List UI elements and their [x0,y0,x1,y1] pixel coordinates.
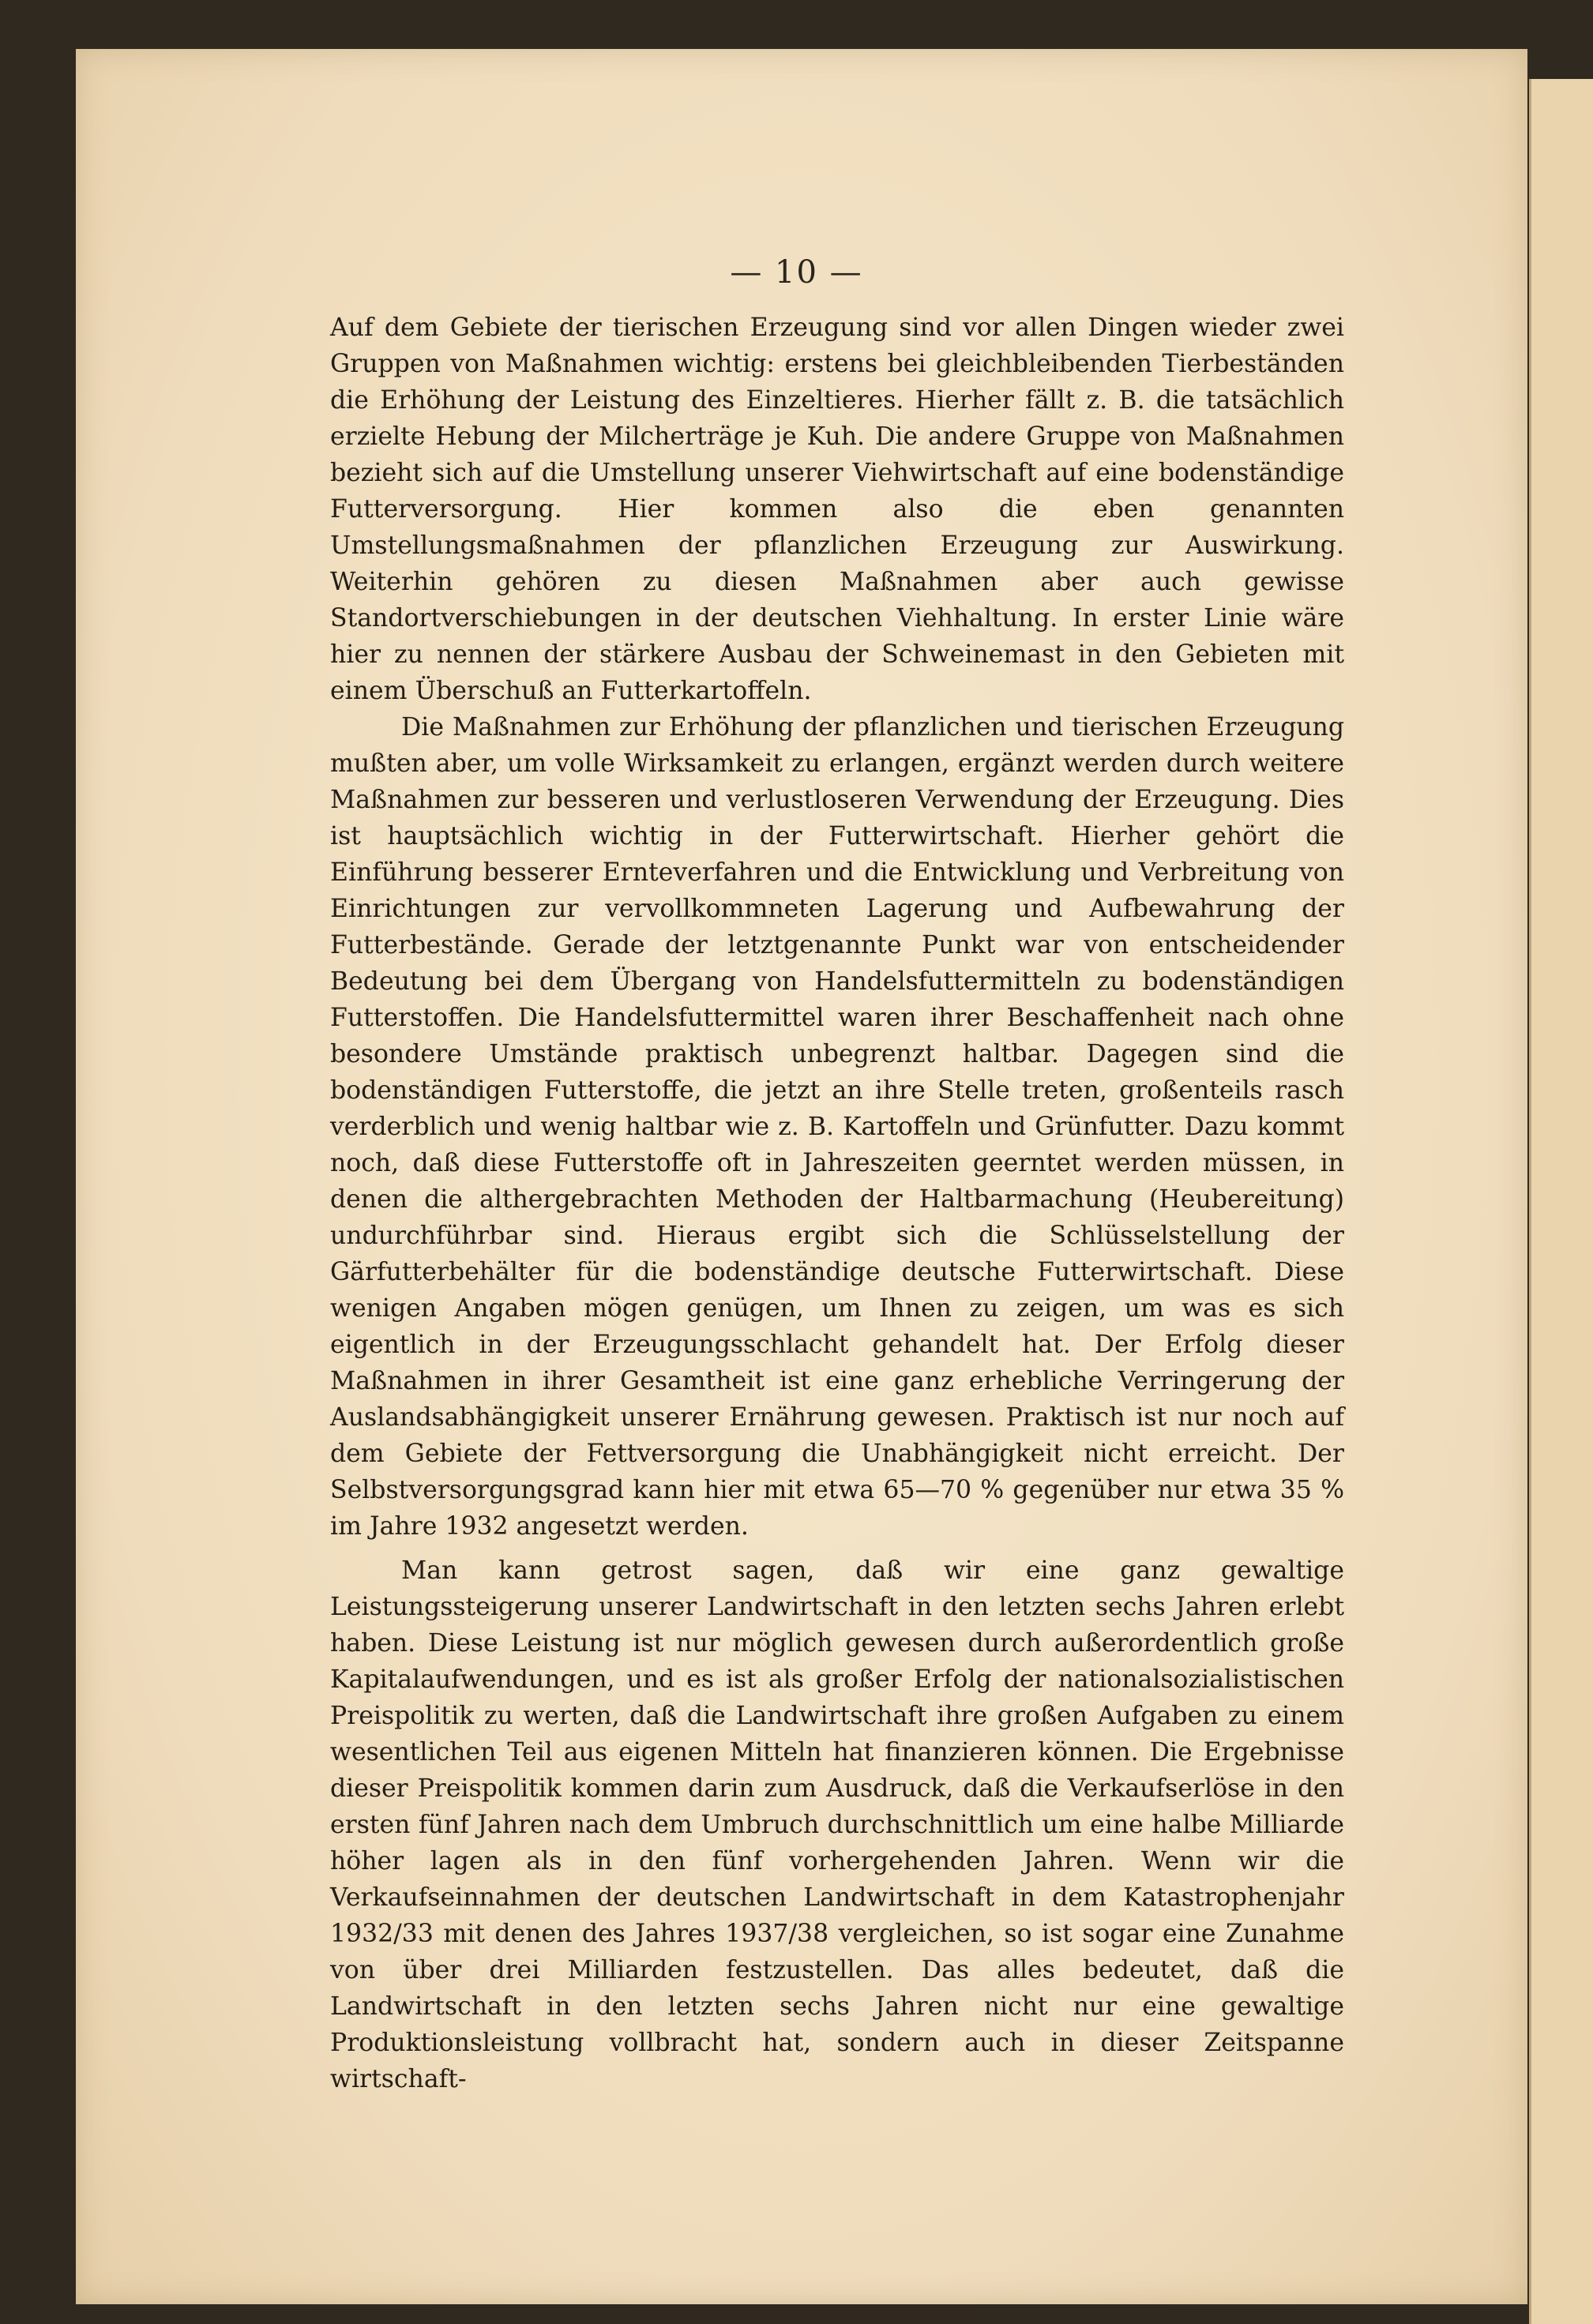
adjacent-page-edge [1529,79,1593,2324]
body-text [330,310,1344,2097]
paragraph-1: Auf dem Gebiete der tierischen Erzeugung sind vor allen Dingen wieder zwei Gruppen von Maßnahmen wichtig: erstens bei gleichbleibenden Tierbeständen die Erhöhung der Leistung des Einzeltieres. Hierher fällt z. B. die tatsächlich erzielte Hebung der Milcherträge je Kuh. Die andere Gruppe von Maßnahmen bezieht sich auf die Umstellung unserer Viehwirtschaft auf eine bodenständige Futterversorgung. Hier kommen also die eben genannten Umstellungsmaßnahmen der pflanzlichen Erzeugung zur Auswirkung. Weiterhin gehören zu diesen Maßnahmen aber auch gewisse Standortverschiebungen in der deutschen Viehhaltung. In erster Linie wäre hier zu nennen der stärkere Ausbau der Schweinemast in den Gebieten mit einem Überschuß an Futterkartoffeln. [330,313,1344,705]
page-number: — 10 — [730,254,863,291]
paragraph-2: Die Maßnahmen zur Erhöhung der pflanzlichen und tierischen Erzeugung mußten aber, um volle Wirksamkeit zu erlangen, ergänzt werden durch weitere Maßnahmen zur besseren und verlustloseren Verwendung der Erzeugung. Dies ist hauptsächlich wichtig in der Futterwirtschaft. Hierher gehört die Einführung besserer Ernteverfahren und die Entwicklung und Verbreitung von Einrichtungen zur vervollkommneten Lagerung und Aufbewahrung der Futterbestände. Gerade der letztgenannte Punkt war von entscheidender Bedeutung bei dem Übergang von Handelsfuttermitteln zu bodenständigen Futterstoffen. Die Handelsfuttermittel waren ihrer Beschaffenheit nach ohne besondere Umstände praktisch unbegrenzt haltbar. Dagegen sind die bodenständigen Futterstoffe, die jetzt an ihre Stelle treten, großenteils rasch verderblich und wenig haltbar wie z. B. Kartoffeln und Grünfutter. Dazu kommt noch, daß diese Futterstoffe oft in Jahreszeiten geerntet werden müssen, in denen die althergebrachten Methoden der Haltbarmachung (Heubereitung) undurchführbar sind. Hieraus ergibt sich die Schlüsselstellung der Gärfutterbehälter für die bodenständige deutsche Futterwirtschaft. Diese wenigen Angaben mögen genügen, um Ihnen zu zeigen, um was es sich eigentlich in der Erzeugungsschlacht gehandelt hat. Der Erfolg dieser Maßnahmen in ihrer Gesamtheit ist eine ganz erhebliche Verringerung der Auslandsabhängigkeit unserer Ernährung gewesen. Praktisch ist nur noch auf dem Gebiete der Fettversorgung die Unabhängigkeit nicht erreicht. Der Selbstversorgungsgrad kann hier mit etwa 65—70 % gegenüber nur etwa 35 % im Jahre 1932 angesetzt werden. [330,713,1344,1541]
paragraph-3: Man kann getrost sagen, daß wir eine ganz gewaltige Leistungssteigerung unserer Landwirtschaft in den letzten sechs Jahren erlebt haben. Diese Leistung ist nur möglich gewesen durch außerordentlich große Kapitalaufwendungen, und es ist als großer Erfolg der nationalsozialistischen Preispolitik zu werten, daß die Landwirtschaft ihre großen Aufgaben zu einem wesentlichen Teil aus eigenen Mitteln hat finanzieren können. Die Ergebnisse dieser Preispolitik kommen darin zum Ausdruck, daß die Verkaufserlöse in den ersten fünf Jahren nach dem Umbruch durchschnittlich um eine halbe Milliarde höher lagen als in den fünf vorhergehenden Jahren. Wenn wir die Verkaufseinnahmen der deutschen Landwirtschaft in dem Katastrophenjahr 1932/33 mit denen des Jahres 1937/38 vergleichen, so ist sogar eine Zunahme von über drei Milliarden festzustellen. Das alles bedeutet, daß die Landwirtschaft in den letzten sechs Jahren nicht nur eine gewaltige Produktionsleistung vollbracht hat, sondern auch in dieser Zeitspanne wirtschaft- [330,1556,1344,2093]
